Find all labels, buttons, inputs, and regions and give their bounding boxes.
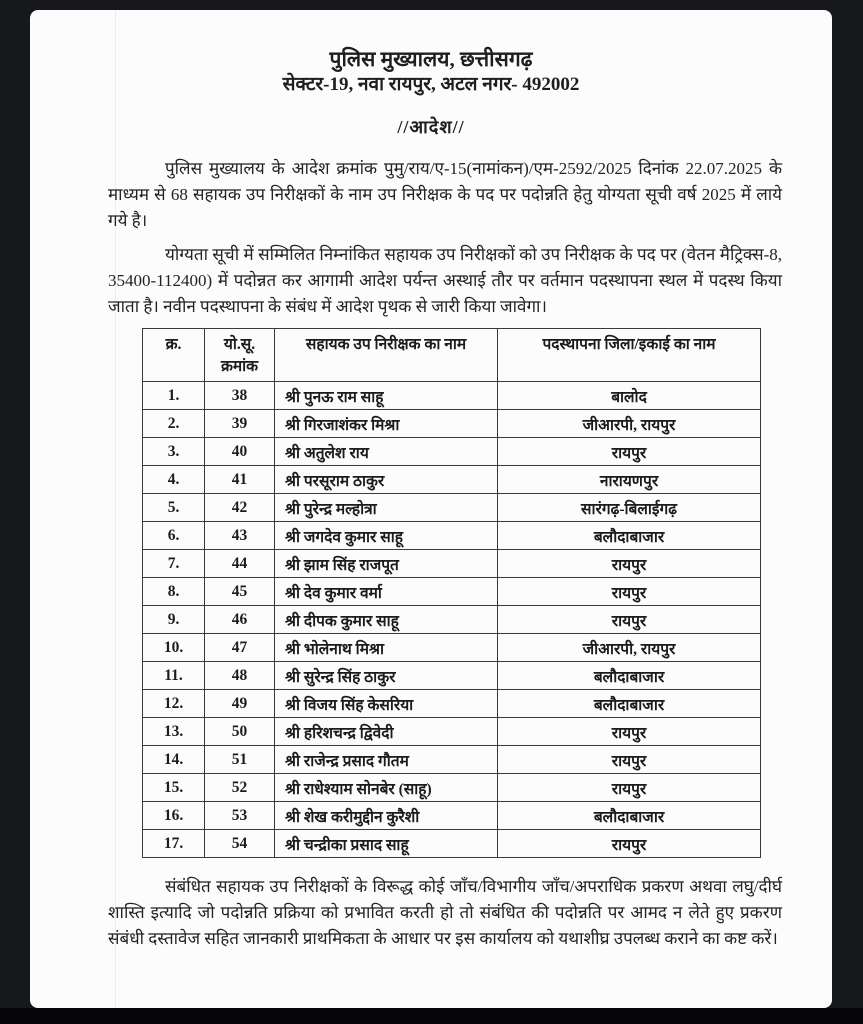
cell-name: श्री हरिशचन्द्र द्विवेदी <box>275 718 498 746</box>
cell-posting: जीआरपी, रायपुर <box>498 410 761 438</box>
cell-merit-number: 42 <box>205 494 275 522</box>
table-row <box>143 410 761 438</box>
cell-name: श्री गिरजाशंकर मिश्रा <box>275 410 498 438</box>
table-row <box>143 830 761 858</box>
table-row <box>143 802 761 830</box>
cell-merit-number: 50 <box>205 718 275 746</box>
table-body <box>143 382 761 858</box>
cell-merit-number: 53 <box>205 802 275 830</box>
bottom-black-bar <box>0 1008 863 1024</box>
cell-name: श्री चन्द्रीका प्रसाद साहू <box>275 830 498 858</box>
cell-name: श्री झाम सिंह राजपूत <box>275 550 498 578</box>
cell-posting: रायपुर <box>498 438 761 466</box>
cell-name: श्री शेख करीमुद्दीन कुरैशी <box>275 802 498 830</box>
cell-merit-number: 46 <box>205 606 275 634</box>
cell-name: श्री परसूराम ठाकुर <box>275 466 498 494</box>
cell-serial: 15. <box>143 774 205 802</box>
cell-serial: 13. <box>143 718 205 746</box>
cell-posting: सारंगढ़-बिलाईगढ़ <box>498 494 761 522</box>
cell-merit-number: 43 <box>205 522 275 550</box>
cell-merit-number: 52 <box>205 774 275 802</box>
promotion-table <box>142 328 761 858</box>
paragraph-promotion-details: योग्यता सूची में सम्मिलित निम्नांकित सहायक उप निरीक्षकों को उप निरीक्षक के पद पर (वेतन मैट्रिक्स-8, 35400-112400) में पदोन्नत कर आगामी आदेश पर्यन्त अस्थाई तौर पर वर्तमान पदस्थापना स्थल में पदस्थ किया जाता है। नवीन पदस्थापना के संबंध में आदेश पृथक से जारी किया जावेगा। <box>108 245 782 316</box>
cell-posting: रायपुर <box>498 774 761 802</box>
table-row <box>143 634 761 662</box>
cell-serial: 11. <box>143 662 205 690</box>
table-row <box>143 662 761 690</box>
cell-serial: 1. <box>143 382 205 410</box>
cell-serial: 12. <box>143 690 205 718</box>
cell-posting: रायपुर <box>498 718 761 746</box>
cell-posting: रायपुर <box>498 550 761 578</box>
cell-serial: 7. <box>143 550 205 578</box>
cell-posting: बलौदाबाजार <box>498 662 761 690</box>
table-row <box>143 494 761 522</box>
cell-name: श्री राधेश्याम सोनबेर (साहू) <box>275 774 498 802</box>
column-header-name: सहायक उप निरीक्षक का नाम <box>275 329 498 382</box>
cell-posting: बलौदाबाजार <box>498 802 761 830</box>
cell-merit-number: 44 <box>205 550 275 578</box>
cell-serial: 16. <box>143 802 205 830</box>
cell-serial: 2. <box>143 410 205 438</box>
cell-posting: रायपुर <box>498 746 761 774</box>
cell-posting: रायपुर <box>498 606 761 634</box>
cell-merit-number: 47 <box>205 634 275 662</box>
cell-posting: जीआरपी, रायपुर <box>498 634 761 662</box>
cell-serial: 4. <box>143 466 205 494</box>
cell-serial: 8. <box>143 578 205 606</box>
cell-merit-number: 45 <box>205 578 275 606</box>
table-row <box>143 382 761 410</box>
cell-merit-number: 41 <box>205 466 275 494</box>
column-header-posting: पदस्थापना जिला/इकाई का नाम <box>498 329 761 382</box>
table-row <box>143 690 761 718</box>
cell-name: श्री जगदेव कुमार साहू <box>275 522 498 550</box>
cell-posting: बलौदाबाजार <box>498 522 761 550</box>
cell-merit-number: 38 <box>205 382 275 410</box>
paragraph-order-reference: पुलिस मुख्यालय के आदेश क्रमांक पुमु/राय/ए-15(नामांकन)/एम-2592/2025 दिनांक 22.07.2025 के माध्यम से 68 सहायक उप निरीक्षकों के नाम उप निरीक्षक के पद पर पदोन्नति हेतु योग्यता सूची वर्ष 2025 में लाये गये है। <box>108 159 782 230</box>
table-row <box>143 438 761 466</box>
cell-merit-number: 39 <box>205 410 275 438</box>
cell-posting: बलौदाबाजार <box>498 690 761 718</box>
cell-serial: 9. <box>143 606 205 634</box>
column-header-merit-number: यो.सू. क्रमांक <box>205 329 275 382</box>
cell-name: श्री विजय सिंह केसरिया <box>275 690 498 718</box>
cell-posting: बालोद <box>498 382 761 410</box>
cell-name: श्री पुनऊ राम साहू <box>275 382 498 410</box>
cell-serial: 10. <box>143 634 205 662</box>
cell-posting: रायपुर <box>498 830 761 858</box>
cell-serial: 14. <box>143 746 205 774</box>
cell-serial: 3. <box>143 438 205 466</box>
cell-serial: 17. <box>143 830 205 858</box>
column-header-serial: क्र. <box>143 329 205 382</box>
cell-merit-number: 49 <box>205 690 275 718</box>
cell-posting: नारायणपुर <box>498 466 761 494</box>
cell-serial: 6. <box>143 522 205 550</box>
cell-name: श्री अतुलेश राय <box>275 438 498 466</box>
table-row <box>143 718 761 746</box>
cell-merit-number: 40 <box>205 438 275 466</box>
org-name: पुलिस मुख्यालय, छत्तीसगढ़ <box>329 47 533 71</box>
cell-name: श्री सुरेन्द्र सिंह ठाकुर <box>275 662 498 690</box>
cell-merit-number: 51 <box>205 746 275 774</box>
table-row <box>143 774 761 802</box>
paragraph-instructions: संबंधित सहायक उप निरीक्षकों के विरूद्ध कोई जाँच/विभागीय जाँच/अपराधिक प्रकरण अथवा लघु/दीर्घ शास्ति इत्यादि जो पदोन्नति प्रक्रिया को प्रभावित करती हो तो संबंधित की पदोन्नति पर आमद न लेते हुए प्रकरण संबंधी दस्तावेज सहित जानकारी प्राथमिकता के आधार पर इस कार्यालय को यथाशीघ्र उपलब्ध कराने का कष्ट करें। <box>108 877 782 948</box>
cell-name: श्री भोलेनाथ मिश्रा <box>275 634 498 662</box>
table-row <box>143 522 761 550</box>
document-page <box>30 10 832 1008</box>
cell-merit-number: 48 <box>205 662 275 690</box>
cell-name: श्री पुरेन्द्र मल्होत्रा <box>275 494 498 522</box>
table-row <box>143 746 761 774</box>
order-heading: //आदेश// <box>397 117 465 137</box>
table-row <box>143 550 761 578</box>
table-header-row <box>143 329 761 382</box>
table-row <box>143 466 761 494</box>
cell-merit-number: 54 <box>205 830 275 858</box>
org-address: सेक्टर-19, नवा रायपुर, अटल नगर- 492002 <box>282 74 580 95</box>
table-row <box>143 606 761 634</box>
table-row <box>143 578 761 606</box>
document-header <box>30 10 832 140</box>
cell-name: श्री दीपक कुमार साहू <box>275 606 498 634</box>
cell-name: श्री देव कुमार वर्मा <box>275 578 498 606</box>
cell-name: श्री राजेन्द्र प्रसाद गौतम <box>275 746 498 774</box>
cell-posting: रायपुर <box>498 578 761 606</box>
cell-serial: 5. <box>143 494 205 522</box>
